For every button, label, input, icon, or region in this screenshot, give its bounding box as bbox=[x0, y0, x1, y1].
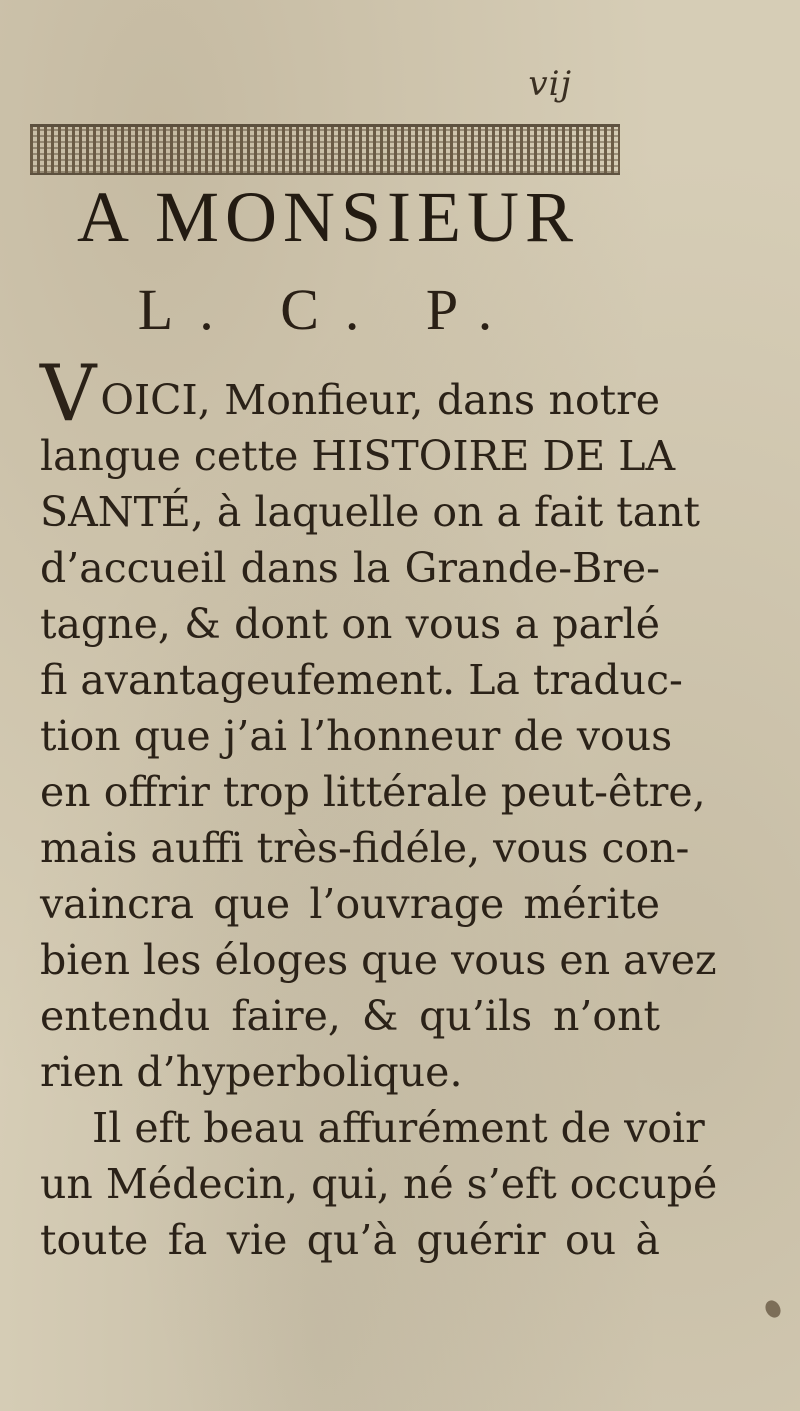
text-line: tion que j’ai l’honneur de vous bbox=[40, 712, 673, 760]
text-line: en offrir trop littérale peut-être, bbox=[40, 768, 706, 816]
text-line: toute fa vie qu’à guérir ou à bbox=[40, 1216, 660, 1264]
body-text bbox=[40, 349, 718, 1268]
drop-cap: V bbox=[40, 349, 97, 439]
header-ornament bbox=[30, 124, 620, 175]
text-line: SANTÉ, à laquelle on a fait tant bbox=[40, 488, 701, 536]
text-line: fi avantageufement. La traduc- bbox=[40, 656, 683, 704]
text-line: VOICI, Monfieur, dans notre bbox=[40, 349, 660, 439]
ink-stain bbox=[762, 1298, 783, 1321]
dedication-subtitle: L. C. P. bbox=[137, 277, 519, 342]
text-line: entendu faire, & qu’ils n’ont bbox=[40, 992, 660, 1040]
text-line: langue cette HISTOIRE DE LA bbox=[40, 432, 676, 480]
text-line: mais auffi très-fidéle, vous con- bbox=[40, 824, 690, 872]
text-line: d’accueil dans la Grande-Bre- bbox=[40, 544, 660, 592]
text-line: tagne, & dont on vous a parlé bbox=[40, 600, 660, 648]
text-line: un Médecin, qui, né s’eft occupé bbox=[40, 1160, 718, 1208]
text-line: Il eft beau affurément de voir bbox=[92, 1104, 705, 1152]
dedication-title: A MONSIEUR bbox=[76, 177, 580, 257]
text-line: bien les éloges que vous en avez bbox=[40, 936, 717, 984]
text-line: vaincra que l’ouvrage mérite bbox=[40, 880, 660, 928]
page-number: vij bbox=[528, 64, 572, 104]
text-line: rien d’hyperbolique. bbox=[40, 1048, 463, 1096]
